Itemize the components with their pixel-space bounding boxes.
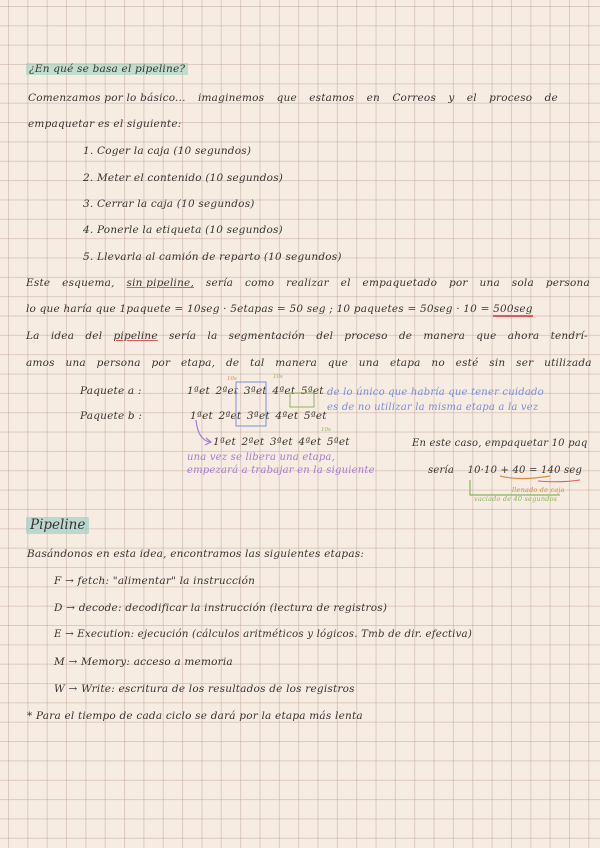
stage-group-box-green [290, 393, 314, 407]
word: estamos [309, 92, 355, 104]
word: como [245, 277, 275, 289]
word: en [366, 92, 381, 104]
stage-a1: 1ªet [187, 385, 210, 397]
stage-execution: E → Execution: ejecución (cálculos aritméticos y lógicos. Tmb de dir. efectiva) [54, 629, 473, 640]
word: esquema, [62, 277, 115, 289]
stage-b3: 3ªet [246, 410, 270, 422]
stage-c1: 1ªet [213, 436, 236, 448]
word: por [448, 277, 468, 289]
stage-a5: 5ªet [300, 385, 324, 397]
purple-note-2: empezará a trabajar en la siguiente [187, 465, 375, 476]
tiny-label-2: 10s [273, 374, 283, 380]
paquete-a-label: Paquete a : [80, 385, 142, 397]
stage-write: W → Write: escritura de los resultados de los registros [54, 683, 355, 695]
word: la [207, 330, 218, 342]
calc-single: lo que haría que 1paquete = 10seg · 5etapas = 50 seg ; 10 paquetes = 50seg · 10 = [26, 303, 490, 315]
word: una [358, 357, 380, 369]
note-green: vaciado de 40 segundos [474, 495, 558, 503]
stage-c4: 4ªet [298, 436, 322, 448]
pipeline-intro: Basándonos en esta idea, encontramos las siguientes etapas: [27, 548, 365, 560]
word: sin pipeline, [126, 277, 195, 289]
result-500: 500seg [493, 303, 533, 315]
stage-group-box [236, 382, 266, 426]
step-2: 2. Meter el contenido (10 segundos) [83, 172, 284, 184]
step-5: 5. Llevarla al camión de reparto (10 segundos) [83, 251, 342, 263]
word: utilizada [544, 357, 592, 369]
word: el [340, 277, 351, 289]
word: segmentación [228, 330, 306, 342]
note-orange: llenado de caja [512, 486, 565, 494]
summary-seria: sería [428, 465, 454, 476]
word: de [398, 330, 413, 342]
word: sería [168, 330, 197, 342]
word: idea [50, 330, 75, 342]
word: amos [26, 357, 55, 369]
word: de [225, 357, 240, 369]
step-1: 1. Coger la caja (10 segundos) [83, 145, 252, 157]
word: una [65, 357, 86, 369]
word: el [466, 92, 477, 104]
step-3: 3. Cerrar la caja (10 segundos) [83, 198, 255, 210]
word: etapa [389, 357, 421, 369]
word: sola [511, 277, 534, 289]
stage-a2: 2ªet [215, 385, 239, 397]
stage-c2: 2ªet [241, 436, 265, 448]
summary-line-1: En este caso, empaquetar 10 paq [412, 438, 588, 449]
word: imaginemos [197, 92, 265, 104]
word: y [448, 92, 455, 104]
word: del [85, 330, 103, 342]
word: tal [250, 357, 265, 369]
word: ahora [507, 330, 540, 342]
word: que [476, 330, 497, 342]
word: del [316, 330, 334, 342]
stage-c3: 3ªet [269, 436, 293, 448]
summary-calc: 10·10 + 40 = [467, 465, 538, 476]
word: proceso [344, 330, 388, 342]
stage-b5: 5ªet [303, 410, 327, 422]
word: Este [26, 277, 51, 289]
word: La [26, 330, 40, 342]
word: una [479, 277, 500, 289]
tiny-label-3: 10s [321, 427, 331, 433]
stage-memory: M → Memory: acceso a memoria [54, 656, 233, 668]
word: esté [455, 357, 479, 369]
question-heading: ¿En qué se basa el pipeline? [26, 63, 188, 75]
word: por [151, 357, 171, 369]
summary-line-2 [428, 465, 582, 477]
word: tendrí- [550, 330, 588, 342]
red-underline-result [538, 480, 580, 482]
word: sin [489, 357, 506, 369]
stage-a3: 3ªet [243, 385, 267, 397]
word: pipeline [113, 330, 158, 342]
blue-note-2: es de no utilizar la misma etapa a la vez [327, 402, 539, 413]
word: persona [545, 277, 590, 289]
word: que [327, 357, 349, 369]
stage-b1: 1ªet [190, 410, 213, 422]
word: Comenzamos por lo básico... [28, 92, 186, 104]
word: no [431, 357, 445, 369]
paquete-b-label: Paquete b : [80, 410, 143, 422]
stage-c5: 5ªet [326, 436, 350, 448]
step-4: 4. Ponerle la etiqueta (10 segundos) [83, 224, 283, 236]
word: Correos [392, 92, 437, 104]
arrow-curve [196, 420, 210, 442]
word: manera [275, 357, 317, 369]
tiny-label-1: 10s [227, 376, 237, 382]
word: que [276, 92, 297, 104]
stage-a4: 4ªet [272, 385, 296, 397]
word: realizar [286, 277, 329, 289]
word: proceso [489, 92, 533, 104]
summary-result: 140 seg [540, 465, 583, 476]
word: persona [96, 357, 141, 369]
pipeline-title: Pipeline [26, 517, 89, 534]
stage-b4: 4ªet [275, 410, 299, 422]
stage-fetch: F → fetch: "alimentar" la instrucción [54, 575, 256, 587]
word: de [544, 92, 558, 104]
purple-note-1: una vez se libera una etapa, [187, 452, 335, 463]
stage-decode: D → decode: decodificar la instrucción (lectura de registros) [54, 602, 388, 614]
word: etapa, [180, 357, 216, 369]
word: manera [423, 330, 466, 342]
word: empaquetado [362, 277, 438, 289]
word: sería [205, 277, 234, 289]
word: ser [516, 357, 534, 369]
footnote: * Para el tiempo de cada ciclo se dará por la etapa más lenta [27, 710, 363, 722]
blue-note-1: de lo único que habría que tener cuidado [327, 387, 544, 398]
intro-line-2: empaquetar es el siguiente: [28, 118, 182, 130]
stage-b2: 2ªet [218, 410, 242, 422]
